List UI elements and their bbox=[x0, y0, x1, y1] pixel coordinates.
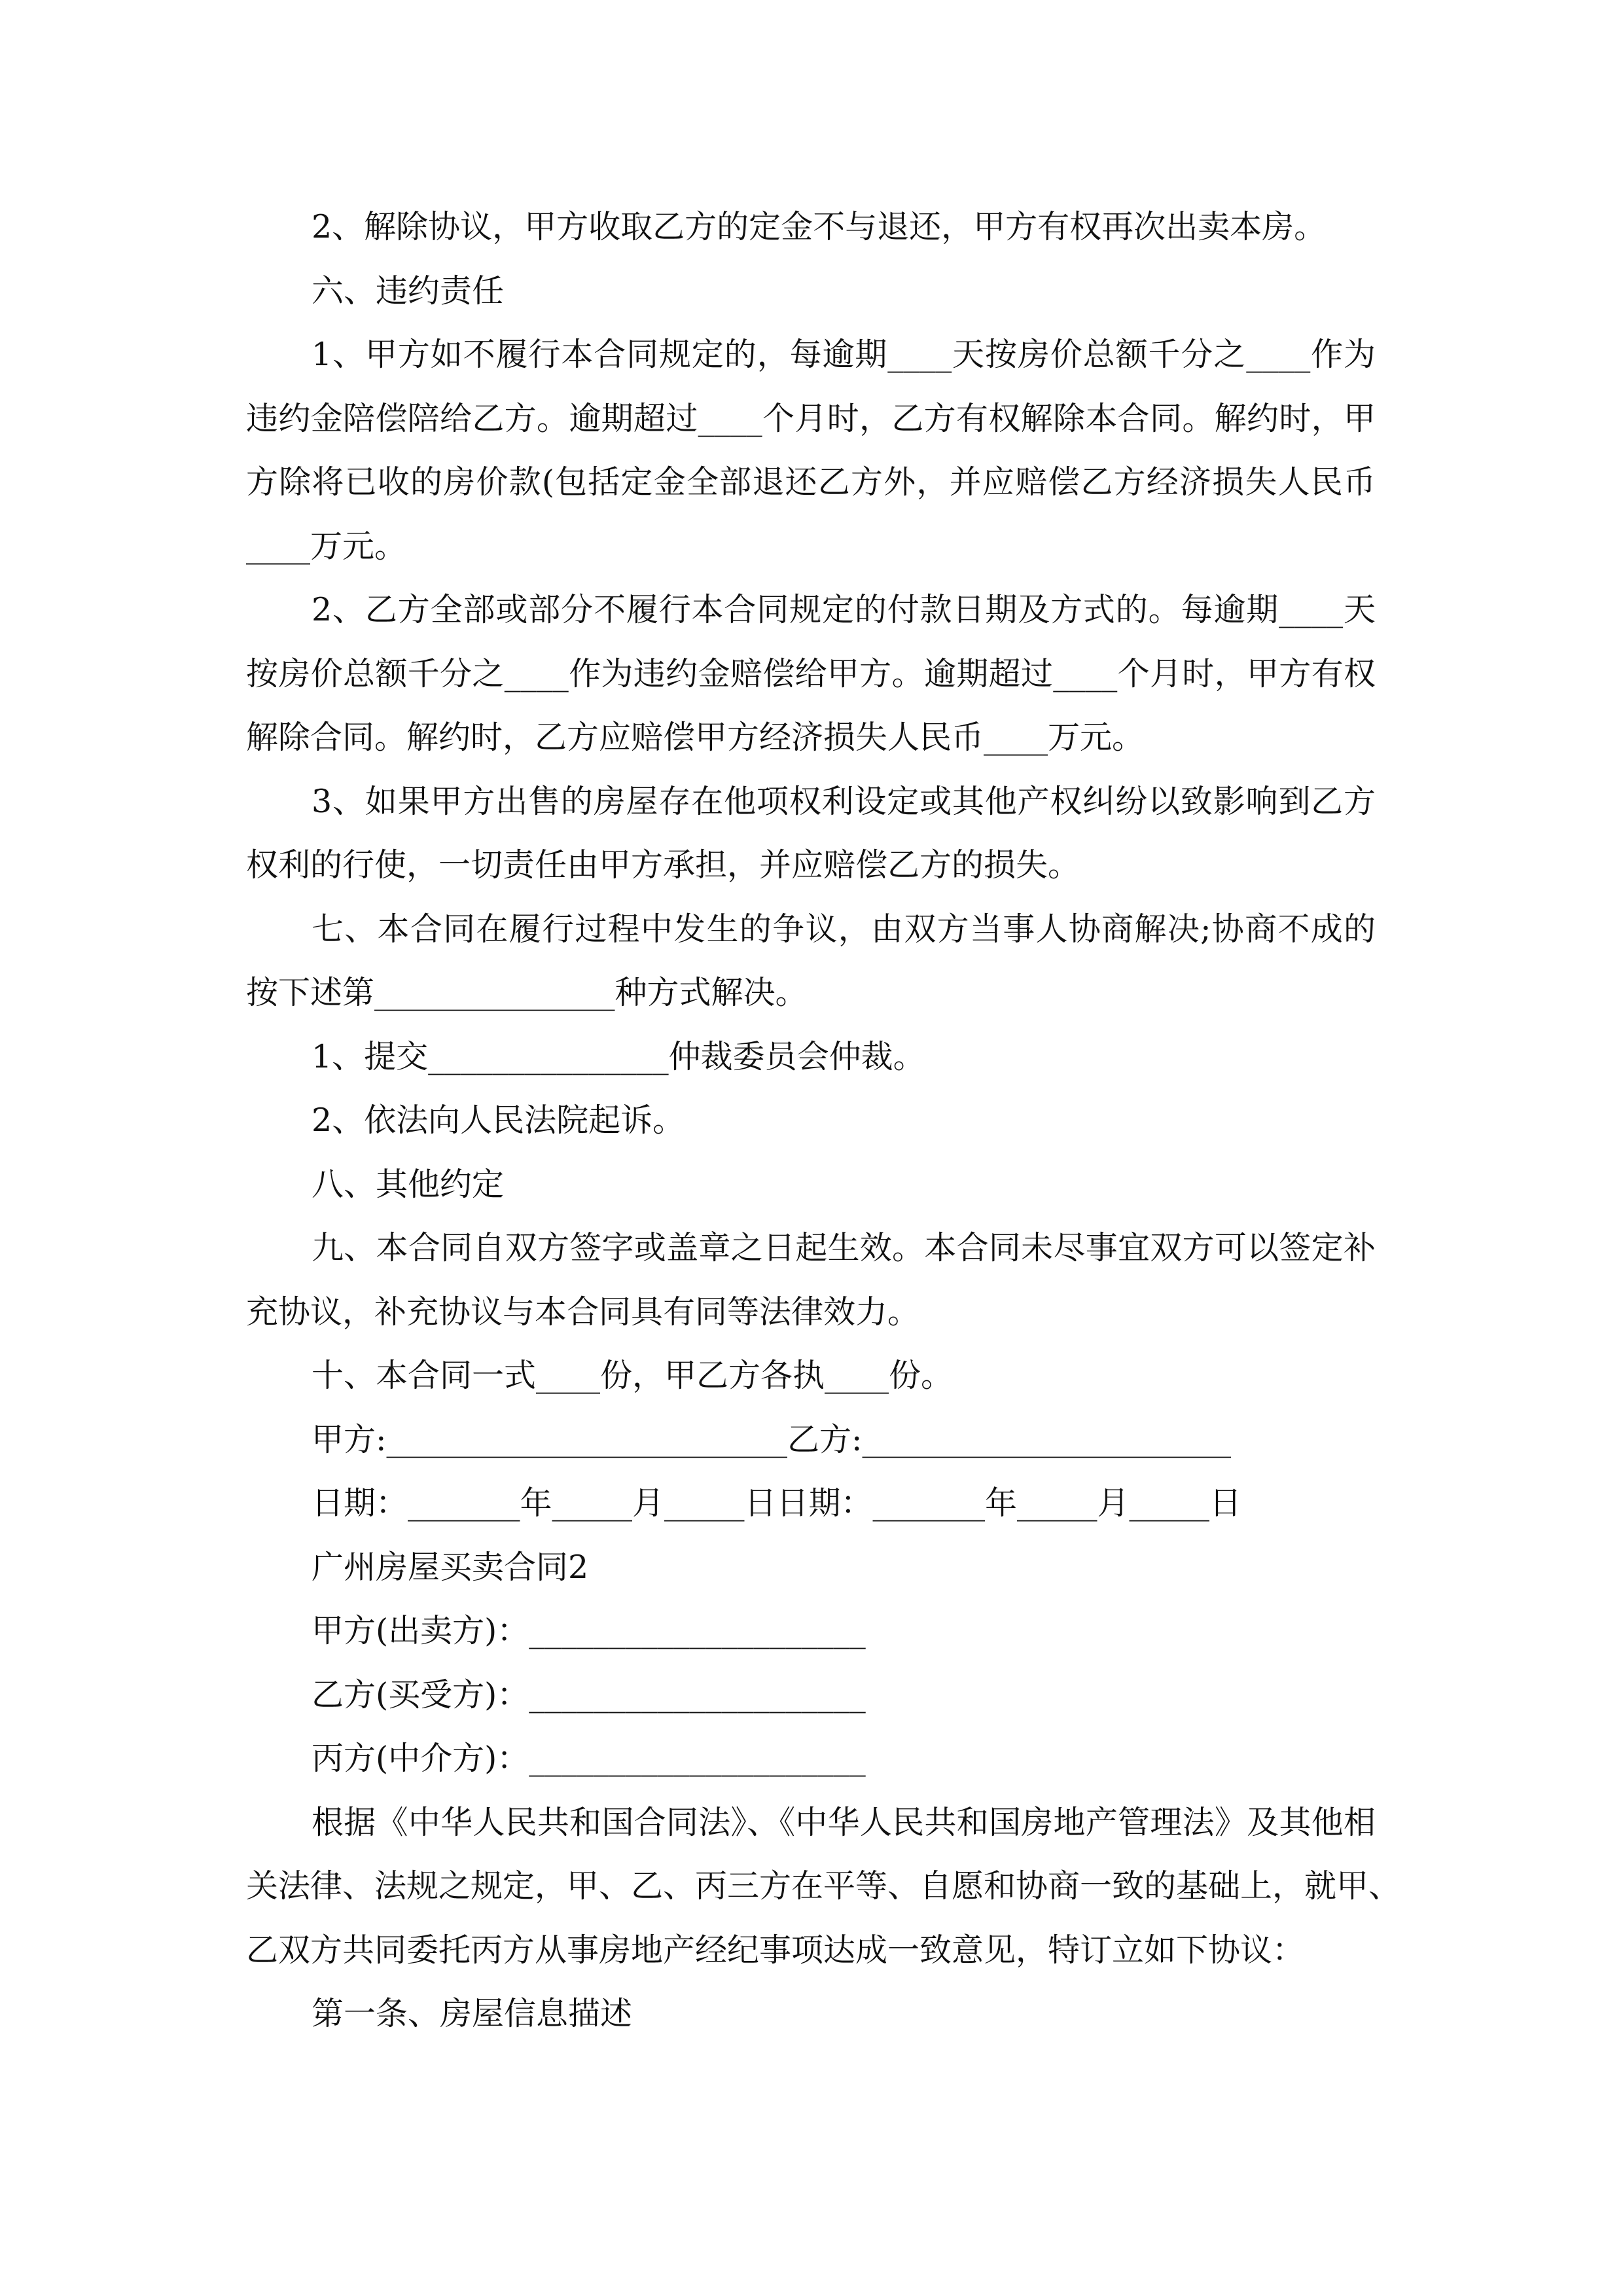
contract-title: 广州房屋买卖合同2 bbox=[312, 1549, 589, 1586]
paragraph-line: 2、解除协议，甲方收取乙方的定金不与退还，甲方有权再次出卖本房。 bbox=[312, 208, 1327, 245]
paragraph-line: 乙双方共同委托丙方从事房地产经纪事项达成一致意见，特订立如下协议： bbox=[246, 1931, 1305, 1969]
paragraph-line: ____万元。 bbox=[246, 528, 407, 565]
paragraph-line: 根据《中华人民共和国合同法》、《中华人民共和国房地产管理法》及其他相 bbox=[312, 1804, 1376, 1841]
paragraph-line: 七、本合同在履行过程中发生的争议，由双方当事人协商解决;协商不成的 bbox=[312, 910, 1376, 948]
party-agent-line: 丙方(中介方)：_____________________ bbox=[312, 1740, 866, 1777]
section-heading: 六、违约责任 bbox=[312, 272, 505, 310]
paragraph-line: 按下述第_______________种方式解决。 bbox=[246, 974, 808, 1011]
paragraph-line: 九、本合同自双方签字或盖章之日起生效。本合同未尽事宜双方可以签定补 bbox=[312, 1229, 1376, 1266]
section-heading: 第一条、房屋信息描述 bbox=[312, 1995, 633, 2032]
party-buyer-line: 乙方(买受方)：_____________________ bbox=[312, 1676, 866, 1713]
paragraph-line: 按房价总额千分之____作为违约金赔偿给甲方。逾期超过____个月时，甲方有权 bbox=[246, 655, 1376, 692]
paragraph-line: 3、如果甲方出售的房屋存在他项权利设定或其他产权纠纷以致影响到乙方 bbox=[312, 783, 1376, 820]
paragraph-line: 1、甲方如不履行本合同规定的，每逾期____天按房价总额千分之____作为 bbox=[312, 336, 1376, 373]
paragraph-line: 权利的行使，一切责任由甲方承担，并应赔偿乙方的损失。 bbox=[246, 846, 1080, 884]
paragraph-line: 方除将已收的房价款(包括定金全部退还乙方外，并应赔偿乙方经济损失人民币 bbox=[246, 463, 1376, 501]
section-heading: 八、其他约定 bbox=[312, 1166, 505, 1203]
paragraph-line: 关法律、法规之规定，甲、乙、丙三方在平等、自愿和协商一致的基础上，就甲、 bbox=[246, 1867, 1401, 1905]
paragraph-line: 十、本合同一式____份，甲乙方各执____份。 bbox=[312, 1357, 954, 1394]
paragraph-line: 违约金陪偿陪给乙方。逾期超过____个月时，乙方有权解除本合同。解约时，甲 bbox=[246, 400, 1376, 437]
signature-line: 甲方:_________________________乙方:_______________________ bbox=[312, 1421, 1232, 1458]
party-seller-line: 甲方(出卖方)：_____________________ bbox=[312, 1612, 866, 1649]
paragraph-line: 1、提交_______________仲裁委员会仲裁。 bbox=[312, 1038, 925, 1075]
paragraph-line: 2、乙方全部或部分不履行本合同规定的付款日期及方式的。每逾期____天 bbox=[312, 591, 1376, 628]
paragraph-line: 2、依法向人民法院起诉。 bbox=[312, 1102, 685, 1139]
paragraph-line: 充协议，补充协议与本合同具有同等法律效力。 bbox=[246, 1293, 920, 1331]
paragraph-line: 解除合同。解约时，乙方应赔偿甲方经济损失人民币____万元。 bbox=[246, 719, 1145, 756]
date-line: 日期：_______年_____月_____日日期：_______年_____月_____日 bbox=[312, 1484, 1242, 1522]
